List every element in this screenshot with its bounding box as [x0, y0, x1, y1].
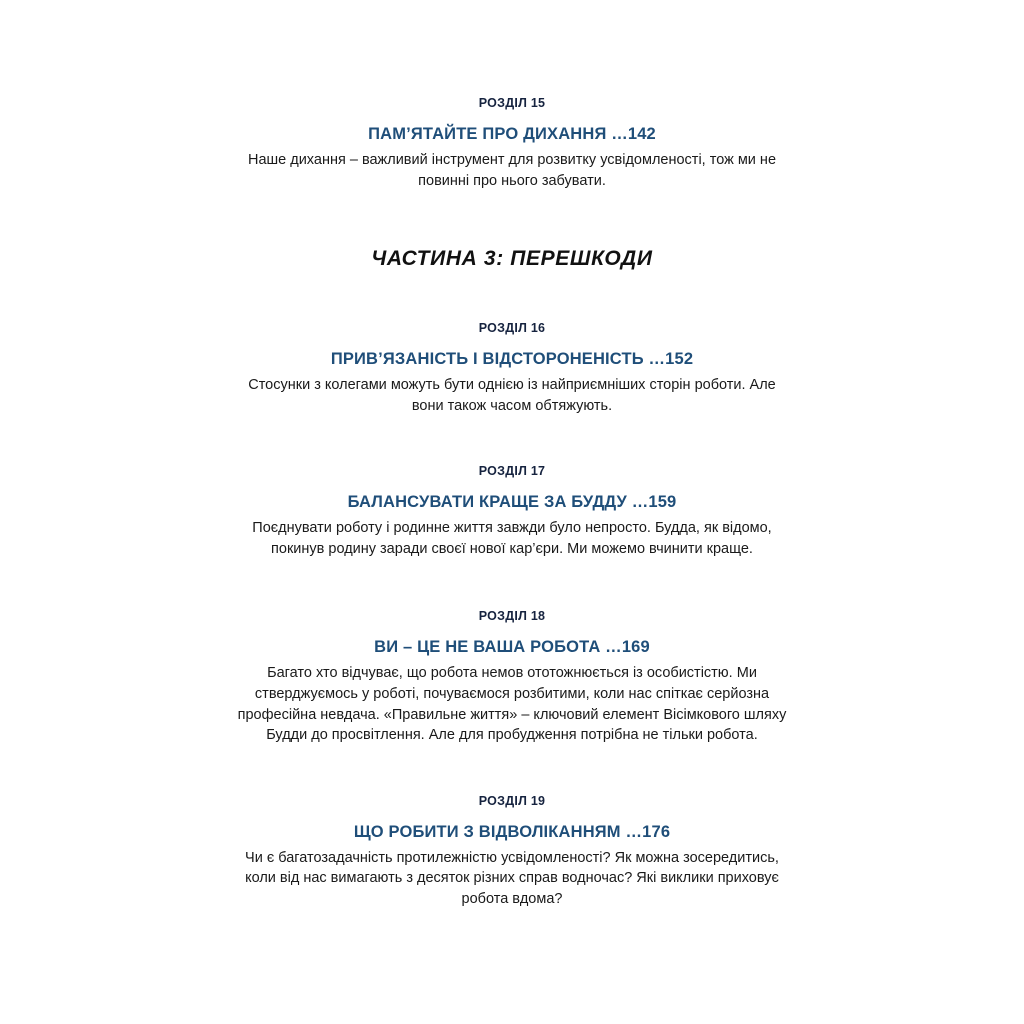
- chapter-description: Наше дихання – важливий інструмент для розвитку усвідомленості, тож ми не повинні про нього забувати.: [247, 152, 777, 189]
- spacer: [230, 416, 794, 464]
- spacer: [230, 746, 794, 794]
- spacer: [230, 559, 794, 609]
- toc-entry-chapter-19: [230, 794, 794, 910]
- spacer: [230, 271, 794, 321]
- chapter-description: Поєднувати роботу і родинне життя завжди було непросто. Будда, як відомо, покинув родину заради своєї нової кар’єри. Ми можемо вчинити краще.: [252, 520, 772, 557]
- chapter-title[interactable]: БАЛАНСУВАТИ КРАЩЕ ЗА БУДДУ …159: [347, 493, 677, 512]
- chapter-label: РОЗДІЛ 15: [478, 96, 546, 110]
- toc-entry-chapter-16: [230, 321, 794, 416]
- chapter-title[interactable]: ЩО РОБИТИ З ВІДВОЛІКАННЯМ …176: [353, 822, 671, 841]
- chapter-description: Багато хто відчуває, що робота немов ототожнюється із особистістю. Ми стверджуємось у роботі, почуваємося розбитими, коли нас спіткає серйозна професійна невдача. «Правильне життя» – ключовий елемент Вісімкового шляху Будди до просвітлення. Але для пробудження потрібна не тільки робота.: [237, 665, 787, 744]
- chapter-title[interactable]: ПРИВ’ЯЗАНІСТЬ І ВІДСТОРОНЕНІСТЬ …152: [330, 350, 694, 369]
- chapter-description: Стосунки з колегами можуть бути однією із найприємніших сторін роботи. Але вони також часом обтяжують.: [248, 377, 776, 414]
- chapter-label: РОЗДІЛ 17: [478, 464, 546, 479]
- chapter-title[interactable]: ПАМ’ЯТАЙТЕ ПРО ДИХАННЯ …142: [368, 125, 656, 143]
- spacer: [230, 191, 794, 247]
- part-heading: ЧАСТИНА 3: ПЕРЕШКОДИ: [371, 247, 653, 271]
- chapter-description: Чи є багатозадачність протилежністю усвідомленості? Як можна зосередитись, коли від нас вимагають з десяток різних справ водночас? Які виклики приховує робота вдома?: [245, 849, 779, 907]
- chapter-label: РОЗДІЛ 19: [478, 793, 546, 808]
- chapter-title[interactable]: ВИ – ЦЕ НЕ ВАША РОБОТА …169: [374, 638, 650, 657]
- toc-entry-chapter-17: [230, 464, 794, 559]
- toc-entry-chapter-18: [230, 609, 794, 745]
- chapter-label: РОЗДІЛ 16: [478, 321, 546, 336]
- chapter-label: РОЗДІЛ 18: [478, 609, 546, 624]
- toc-entry-chapter-15: [230, 96, 794, 191]
